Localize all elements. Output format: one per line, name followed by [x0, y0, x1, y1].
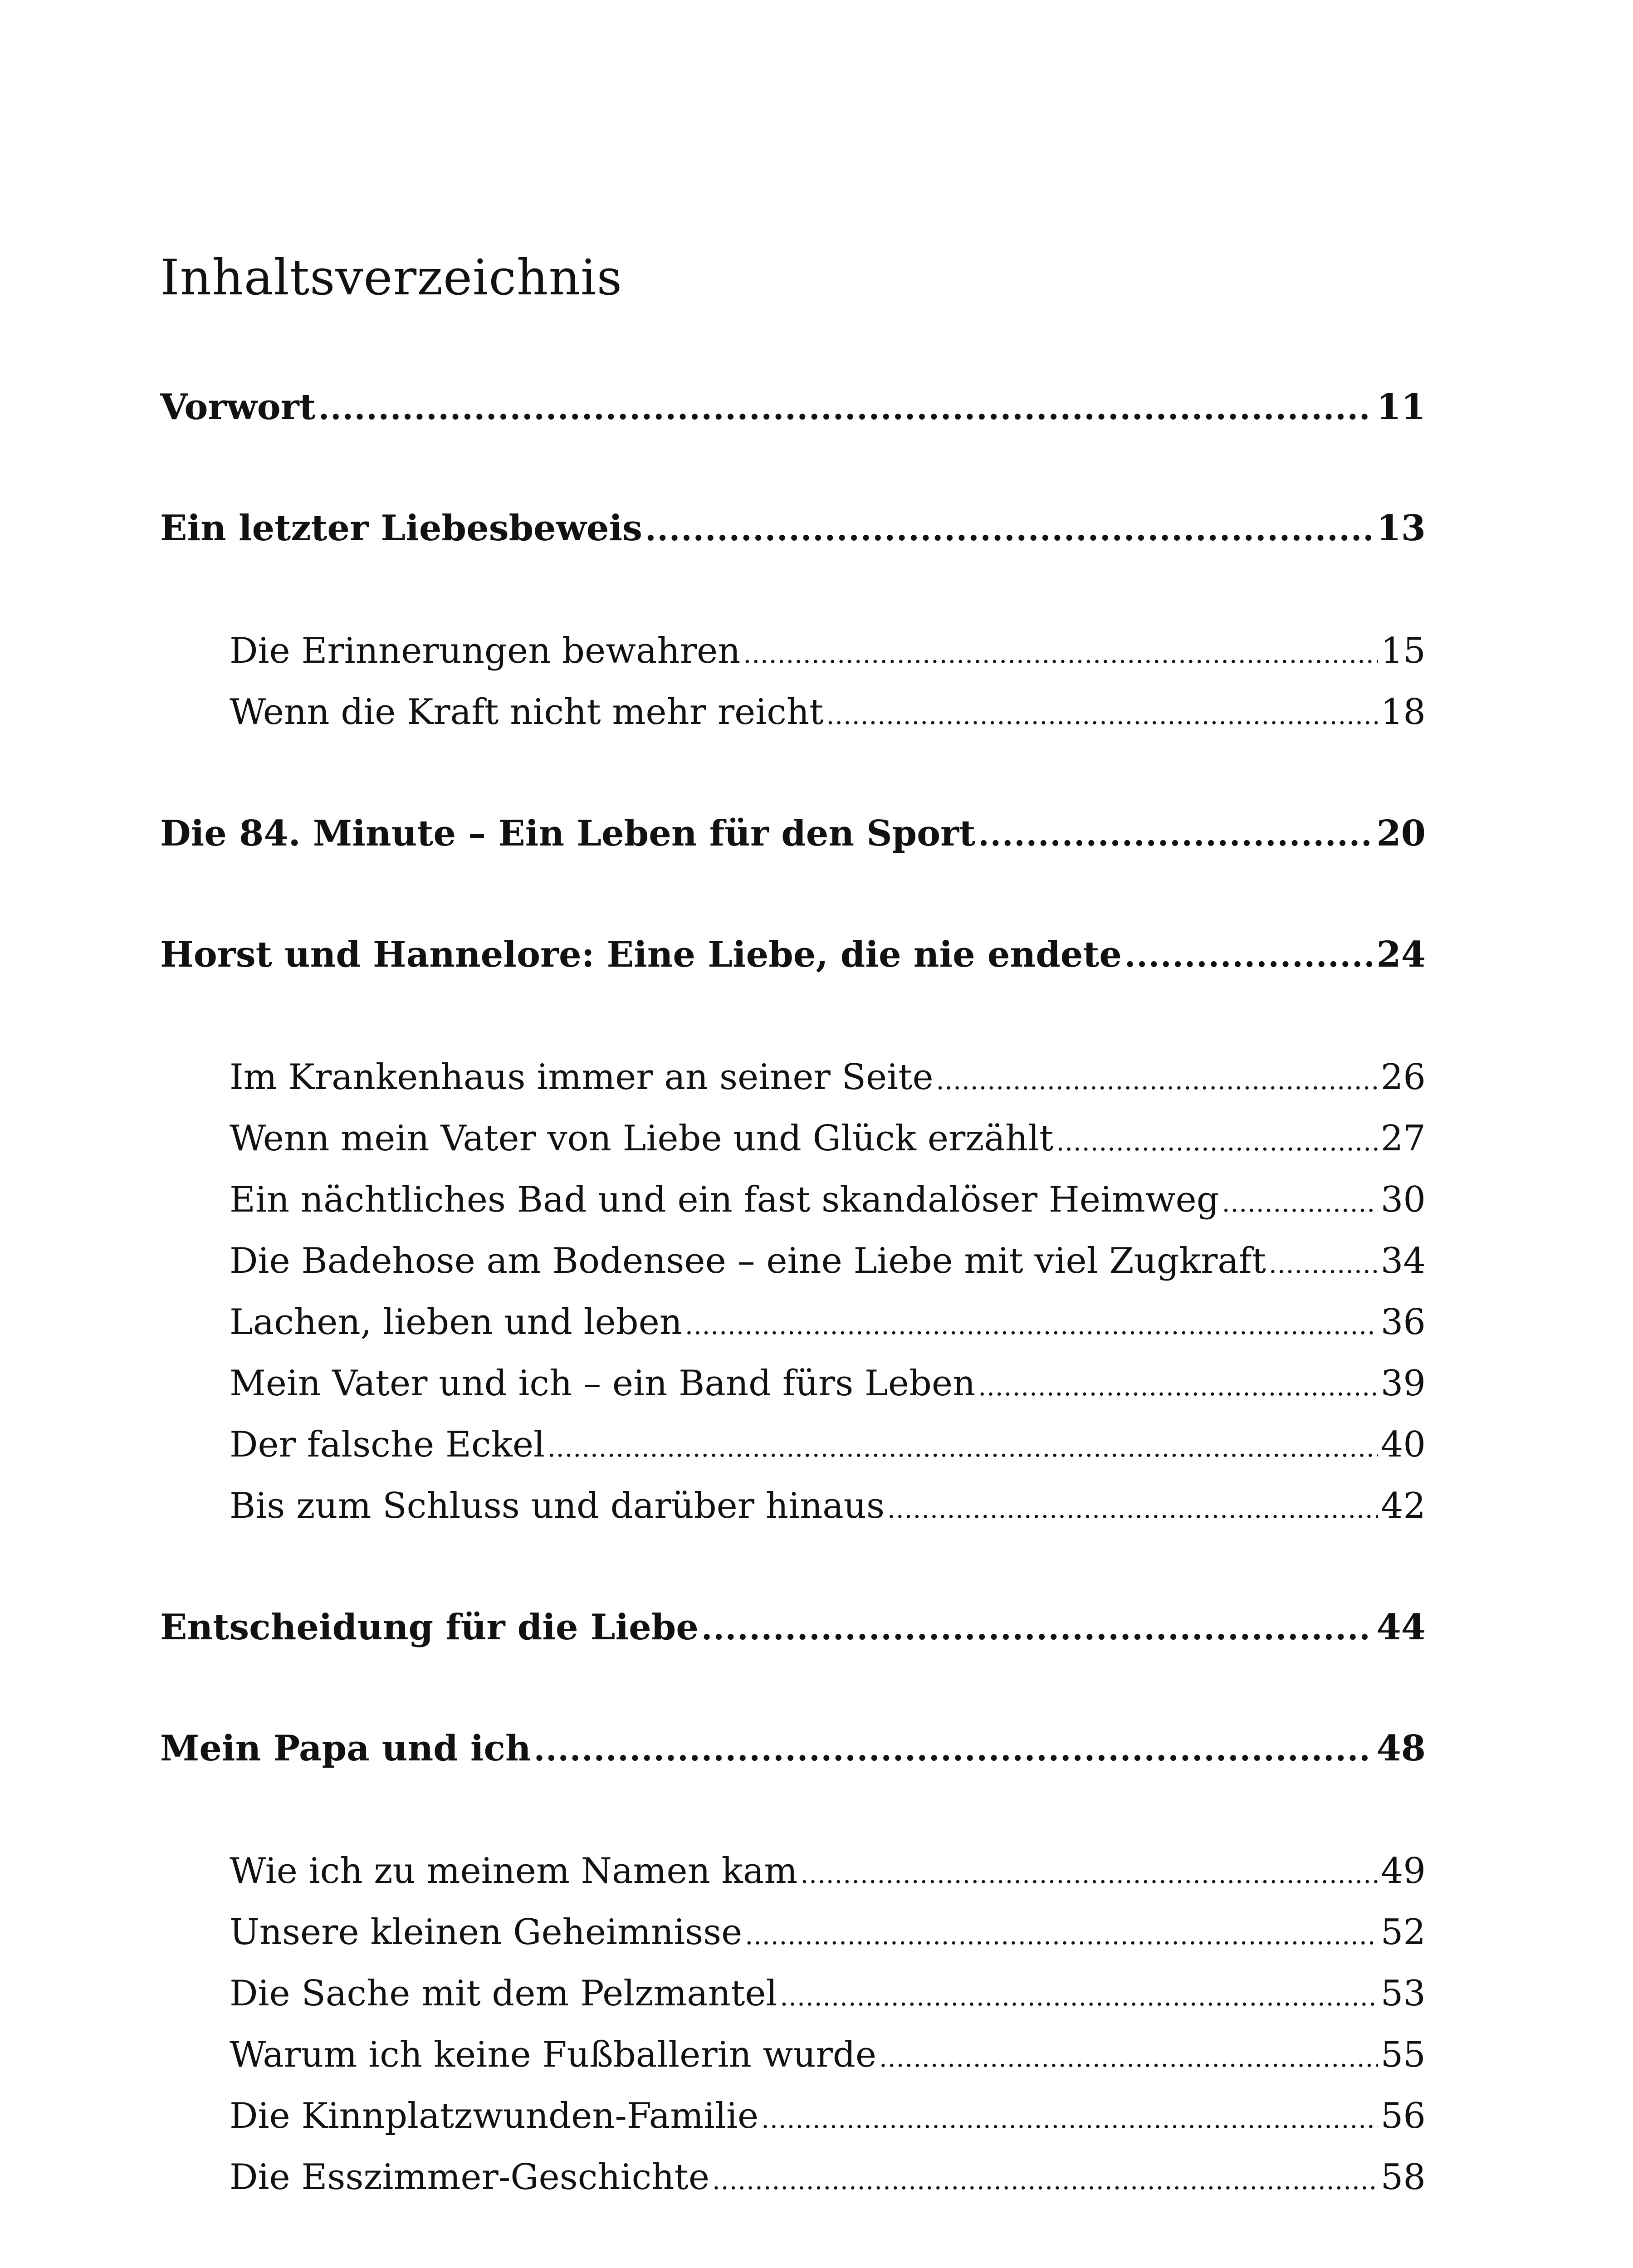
toc-page-number: 30 [1380, 1179, 1426, 1220]
toc-entry-title: Entscheidung für die Liebe [160, 1607, 699, 1648]
toc-page-number: 13 [1376, 508, 1426, 549]
toc-entry-title: Unsere kleinen Geheimnisse [230, 1912, 743, 1953]
toc-entry-title: Wenn mein Vater von Liebe und Glück erzählt [230, 1118, 1054, 1159]
toc-page-number: 26 [1380, 1057, 1426, 1098]
toc-page-number: 40 [1380, 1424, 1426, 1465]
toc-section-entry [230, 1116, 1426, 1165]
dot-leader [887, 1487, 1378, 1532]
toc-page-number: 52 [1380, 1912, 1426, 1953]
toc-page-number: 20 [1376, 813, 1426, 854]
toc-chapter-entry [160, 385, 1426, 431]
toc-page-number: 48 [1376, 1728, 1426, 1769]
dot-leader [1222, 1181, 1378, 1226]
dot-leader [936, 1058, 1378, 1104]
toc-page-number: 36 [1380, 1302, 1426, 1343]
dot-leader [701, 1606, 1374, 1651]
toc-entry-title: Die Kinnplatzwunden-Familie [230, 2096, 759, 2136]
toc-section-entry [230, 1483, 1426, 1532]
toc-entry-title: Die Erinnerungen bewahren [230, 631, 741, 671]
toc-page-number: 39 [1380, 1363, 1426, 1404]
dot-leader [548, 1426, 1378, 1471]
dot-leader [745, 1913, 1378, 1959]
toc-entry-title: Der falsche Eckel [230, 1424, 545, 1465]
toc-section-entry [230, 1910, 1426, 1959]
toc-page-number: 24 [1376, 934, 1426, 975]
toc-section-entry [230, 1177, 1426, 1226]
toc-chapter-entry [160, 932, 1426, 978]
dot-leader [879, 2036, 1378, 2081]
toc-entry-title: Ein letzter Liebesbeweis [160, 508, 643, 549]
toc-entry-title: Bis zum Schluss und darüber hinaus [230, 1486, 885, 1526]
dot-leader [978, 1364, 1378, 1410]
toc-page-number: 53 [1380, 1973, 1426, 2014]
dot-leader [534, 1727, 1374, 1772]
toc-page-number: 56 [1380, 2096, 1426, 2136]
toc-chapter-entry [160, 506, 1426, 552]
toc-page-number: 49 [1380, 1851, 1426, 1892]
toc-entry-title: Wie ich zu meinem Namen kam [230, 1851, 798, 1892]
dot-leader [685, 1303, 1378, 1349]
toc-section-entry [230, 1422, 1426, 1471]
dot-leader [780, 1975, 1378, 2020]
toc-entry-title: Die Badehose am Bodensee – eine Liebe mit viel Zugkraft [230, 1241, 1266, 1281]
toc-page-number: 27 [1380, 1118, 1426, 1159]
dot-leader [1125, 933, 1374, 978]
toc-entry-title: Die Esszimmer-Geschichte [230, 2157, 709, 2198]
toc-section-entry [230, 1300, 1426, 1349]
toc-entry-title: Horst und Hannelore: Eine Liebe, die nie endete [160, 934, 1122, 975]
toc-entry-title: Ein nächtliches Bad und ein fast skandalöser Heimweg [230, 1179, 1219, 1220]
toc-section-entry [230, 1971, 1426, 2020]
dot-leader [826, 693, 1378, 738]
dot-leader [318, 386, 1374, 431]
toc-section-entry [230, 2032, 1426, 2081]
toc-entry-title: Vorwort [160, 386, 316, 428]
toc-chapter-entry [160, 1605, 1426, 1651]
toc-section-entry [230, 628, 1426, 677]
toc-section-entry [230, 689, 1426, 738]
toc-entry-title: Die Sache mit dem Pelzmantel [230, 1973, 777, 2014]
toc-section-entry [230, 1361, 1426, 1410]
dot-leader [978, 812, 1374, 857]
toc-entry-title: Im Krankenhaus immer an seiner Seite [230, 1057, 934, 1098]
toc-entry-title: Mein Papa und ich [160, 1728, 531, 1769]
toc-entry-title: Mein Vater und ich – ein Band fürs Leben [230, 1363, 976, 1404]
toc-section-entry [230, 1238, 1426, 1287]
dot-leader [761, 2097, 1378, 2142]
toc-entry-title: Die 84. Minute – Ein Leben für den Sport [160, 813, 976, 854]
toc-page-number: 34 [1380, 1241, 1426, 1281]
dot-leader [645, 507, 1374, 552]
toc-page-number: 15 [1380, 631, 1426, 671]
toc-section-entry [230, 1848, 1426, 1897]
toc-entry-title: Lachen, lieben und leben [230, 1302, 683, 1343]
dot-leader [1269, 1242, 1378, 1287]
toc-page-number: 44 [1376, 1607, 1426, 1648]
toc-page-number: 58 [1380, 2157, 1426, 2198]
toc-entry-title: Wenn die Kraft nicht mehr reicht [230, 692, 824, 733]
toc-section-entry [230, 1055, 1426, 1104]
toc-entry-title: Warum ich keine Fußballerin wurde [230, 2034, 876, 2075]
toc-page-number: 11 [1376, 386, 1426, 428]
toc-page-number: 55 [1380, 2034, 1426, 2075]
dot-leader [712, 2158, 1378, 2204]
toc-page-number: 18 [1380, 692, 1426, 733]
table-of-contents [160, 0, 1426, 2268]
dot-leader [1056, 1119, 1378, 1165]
toc-page-number: 42 [1380, 1486, 1426, 1526]
dot-leader [743, 632, 1378, 677]
toc-chapter-entry [160, 1726, 1426, 1772]
toc-section-entry [230, 2155, 1426, 2204]
dot-leader [800, 1852, 1378, 1897]
toc-section-entry [230, 2093, 1426, 2142]
toc-chapter-entry [160, 811, 1426, 857]
page-title: Inhaltsverzeichnis [160, 249, 623, 306]
